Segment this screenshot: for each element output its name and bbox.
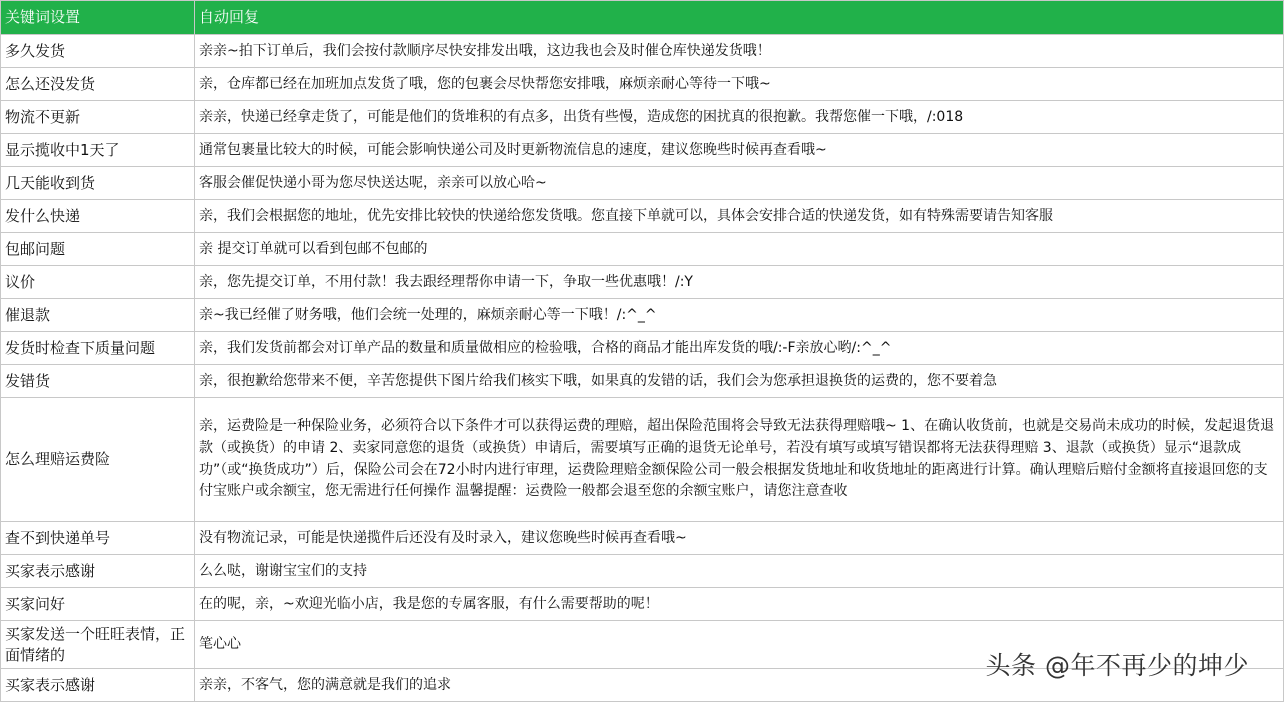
keyword-cell[interactable]: 几天能收到货 (1, 167, 195, 200)
keyword-cell[interactable]: 发货时检查下质量问题 (1, 332, 195, 365)
table-row (1, 167, 1284, 200)
keyword-cell[interactable]: 发错货 (1, 365, 195, 398)
reply-cell[interactable]: 亲亲，快递已经拿走货了，可能是他们的货堆积的有点多，出货有些慢，造成您的困扰真的很抱歉。我帮您催一下哦，/:018 (195, 101, 1284, 134)
keyword-cell[interactable]: 多久发货 (1, 35, 195, 68)
reply-cell[interactable]: 亲亲，不客气，您的满意就是我们的追求 (195, 669, 1284, 702)
reply-cell[interactable]: 亲，仓库都已经在加班加点发货了哦，您的包裹会尽快帮您安排哦，麻烦亲耐心等待一下哦~ (195, 68, 1284, 101)
reply-cell[interactable]: 客服会催促快递小哥为您尽快送达呢，亲亲可以放心哈~ (195, 167, 1284, 200)
table-row (1, 101, 1284, 134)
table-row (1, 398, 1284, 522)
reply-cell[interactable]: 亲~我已经催了财务哦，他们会统一处理的，麻烦亲耐心等一下哦！/:^_^ (195, 299, 1284, 332)
table-row (1, 555, 1284, 588)
keyword-cell[interactable]: 物流不更新 (1, 101, 195, 134)
keyword-cell[interactable]: 怎么还没发货 (1, 68, 195, 101)
reply-cell[interactable]: 亲，很抱歉给您带来不便，辛苦您提供下图片给我们核实下哦，如果真的发错的话，我们会为您承担退换货的运费的，您不要着急 (195, 365, 1284, 398)
table-row (1, 299, 1284, 332)
table-row (1, 200, 1284, 233)
reply-cell[interactable]: 亲，我们会根据您的地址，优先安排比较快的快递给您发货哦。您直接下单就可以，具体会安排合适的快递发货，如有特殊需要请告知客服 (195, 200, 1284, 233)
table-row (1, 134, 1284, 167)
keyword-cell[interactable]: 买家发送一个旺旺表情，正面情绪的 (1, 621, 195, 669)
reply-cell[interactable]: 在的呢，亲，~欢迎光临小店，我是您的专属客服，有什么需要帮助的呢！ (195, 588, 1284, 621)
table-row (1, 332, 1284, 365)
reply-cell[interactable]: 没有物流记录，可能是快递揽件后还没有及时录入，建议您晚些时候再查看哦~ (195, 522, 1284, 555)
table-row (1, 35, 1284, 68)
reply-cell[interactable]: 笔心心 (195, 621, 1284, 669)
keyword-cell[interactable]: 发什么快递 (1, 200, 195, 233)
reply-cell[interactable]: 通常包裹量比较大的时候，可能会影响快递公司及时更新物流信息的速度，建议您晚些时候再查看哦~ (195, 134, 1284, 167)
reply-cell[interactable]: 亲亲~拍下订单后，我们会按付款顺序尽快安排发出哦，这边我也会及时催仓库快递发货哦！ (195, 35, 1284, 68)
keyword-cell[interactable]: 买家表示感谢 (1, 555, 195, 588)
keyword-cell[interactable]: 催退款 (1, 299, 195, 332)
keyword-cell[interactable]: 包邮问题 (1, 233, 195, 266)
reply-cell[interactable]: 亲，运费险是一种保险业务，必须符合以下条件才可以获得运费的理赔，超出保险范围将会导致无法获得理赔哦~ 1、在确认收货前，也就是交易尚未成功的时候，发起退货退款（或换货）的申请 2、卖家同意您的退货（或换货）申请后，需要填写正确的退货无论单号，若没有填写或填写错误都将无法获得理赔 3、退款（或换货）显示“退款成功”（或“换货成功”）后，保险公司会在72小时内进行审理，运费险理赔金额保险公司一般会根据发货地址和收货地址的距离进行计算。确认理赔后赔付金额将直接退回您的支付宝账户或余额宝，您无需进行任何操作 温馨提醒：运费险一般都会退至您的余额宝账户，请您注意查收 (195, 398, 1284, 522)
keyword-cell[interactable]: 显示揽收中1天了 (1, 134, 195, 167)
table-row (1, 266, 1284, 299)
reply-column-header: 自动回复 (195, 1, 1284, 35)
watermark: 头条 @年不再少的坤少 (985, 651, 1249, 680)
keyword-column-header: 关键词设置 (1, 1, 195, 35)
table-row (1, 68, 1284, 101)
table-row (1, 365, 1284, 398)
reply-cell[interactable]: 么么哒，谢谢宝宝们的支持 (195, 555, 1284, 588)
table-row (1, 233, 1284, 266)
keyword-cell[interactable]: 查不到快递单号 (1, 522, 195, 555)
keyword-cell[interactable]: 买家表示感谢 (1, 669, 195, 702)
keyword-cell[interactable]: 议价 (1, 266, 195, 299)
keyword-cell[interactable]: 怎么理赔运费险 (1, 398, 195, 522)
table-row (1, 588, 1284, 621)
reply-cell[interactable]: 亲 提交订单就可以看到包邮不包邮的 (195, 233, 1284, 266)
keyword-cell[interactable]: 买家问好 (1, 588, 195, 621)
reply-cell[interactable]: 亲，我们发货前都会对订单产品的数量和质量做相应的检验哦，合格的商品才能出库发货的哦/:-F亲放心哟/:^_^ (195, 332, 1284, 365)
header-row (1, 1, 1284, 35)
reply-cell[interactable]: 亲，您先提交订单，不用付款！我去跟经理帮你申请一下，争取一些优惠哦！/:Y (195, 266, 1284, 299)
table-row (1, 522, 1284, 555)
